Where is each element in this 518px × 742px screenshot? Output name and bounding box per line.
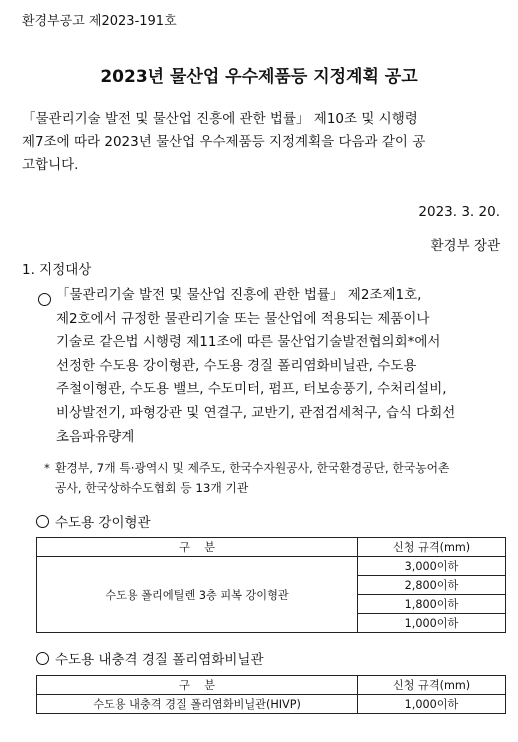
table-header-row <box>37 676 506 695</box>
footnote-mark: * <box>44 461 50 475</box>
table1-title: 수도용 강이형관 <box>55 515 151 531</box>
description-line: 선정한 수도용 강이형관, 수도용 경질 폴리염화비닐관, 수도용 <box>56 357 417 374</box>
description-line: 비상발전기, 파형강관 및 연결구, 교반기, 관점검세척구, 습식 다회선 <box>56 404 456 421</box>
table2-title: 수도용 내충격 경질 폴리염화비닐관 <box>55 652 264 668</box>
spec-table-steel-pipe <box>36 537 506 633</box>
issuer: 환경부 장관 <box>430 238 500 254</box>
description-line: 주철이형관, 수도용 밸브, 수도미터, 펌프, 터보송풍기, 수처리설비, <box>56 381 447 398</box>
footnote-line: 공사, 한국상하수도협회 등 13개 기관 <box>55 481 249 495</box>
header-spec: 신청 규격(mm) <box>358 676 506 695</box>
notice-date: 2023. 3. 20. <box>418 204 500 220</box>
bullet-circle-icon <box>36 652 49 665</box>
table-row <box>37 557 506 576</box>
header-category: 구 분 <box>37 538 358 557</box>
product-cell: 수도용 폴리에틸렌 3층 피복 강이형관 <box>37 557 358 633</box>
table2-heading <box>36 648 264 668</box>
spec-cell: 3,000이하 <box>358 557 506 576</box>
notice-number: 환경부공고 제2023-191호 <box>22 14 177 29</box>
footnote <box>44 458 506 498</box>
bullet-circle-icon <box>36 515 49 528</box>
table-header-row <box>37 538 506 557</box>
table1-heading <box>36 511 151 531</box>
spec-cell: 2,800이하 <box>358 576 506 595</box>
spec-cell: 1,000이하 <box>358 614 506 633</box>
footnote-line: 환경부, 7개 특·광역시 및 제주도, 한국수자원공사, 한국환경공단, 한국농어촌 <box>55 461 450 475</box>
section-heading: 1. 지정대상 <box>22 262 92 278</box>
document-title: 2023년 물산업 우수제품등 지정계획 공고 <box>100 67 418 87</box>
bullet-circle-icon <box>38 290 57 309</box>
description-line: 기술로 같은법 시행령 제11조에 따른 물산업기술발전협의회*에서 <box>56 334 441 351</box>
spec-cell: 1,800이하 <box>358 595 506 614</box>
header-category: 구 분 <box>37 676 358 695</box>
description-line: 「물관리기술 발전 및 물산업 진흥에 관한 법률」 제2조제1호, <box>56 287 422 303</box>
description-line: 초음파유량계 <box>56 428 135 445</box>
product-cell: 수도용 내충격 경질 폴리염화비닐관(HIVP) <box>37 695 358 714</box>
intro-line: 제7조에 따라 2023년 물산업 우수제품등 지정계획을 다음과 같이 공 <box>22 134 426 150</box>
intro-paragraph <box>22 108 500 177</box>
intro-line: 고합니다. <box>22 157 79 173</box>
spec-cell: 1,000이하 <box>358 695 506 714</box>
spec-table-pvc-pipe <box>36 675 506 714</box>
header-spec: 신청 규격(mm) <box>358 538 506 557</box>
description-line: 제2호에서 규정한 물관리기술 또는 물산업에 적용되는 제품이나 <box>56 310 430 327</box>
target-description <box>56 284 502 449</box>
table-row <box>37 695 506 714</box>
intro-line: 「물관리기술 발전 및 물산업 진흥에 관한 법률」 제10조 및 시행령 <box>22 111 418 127</box>
